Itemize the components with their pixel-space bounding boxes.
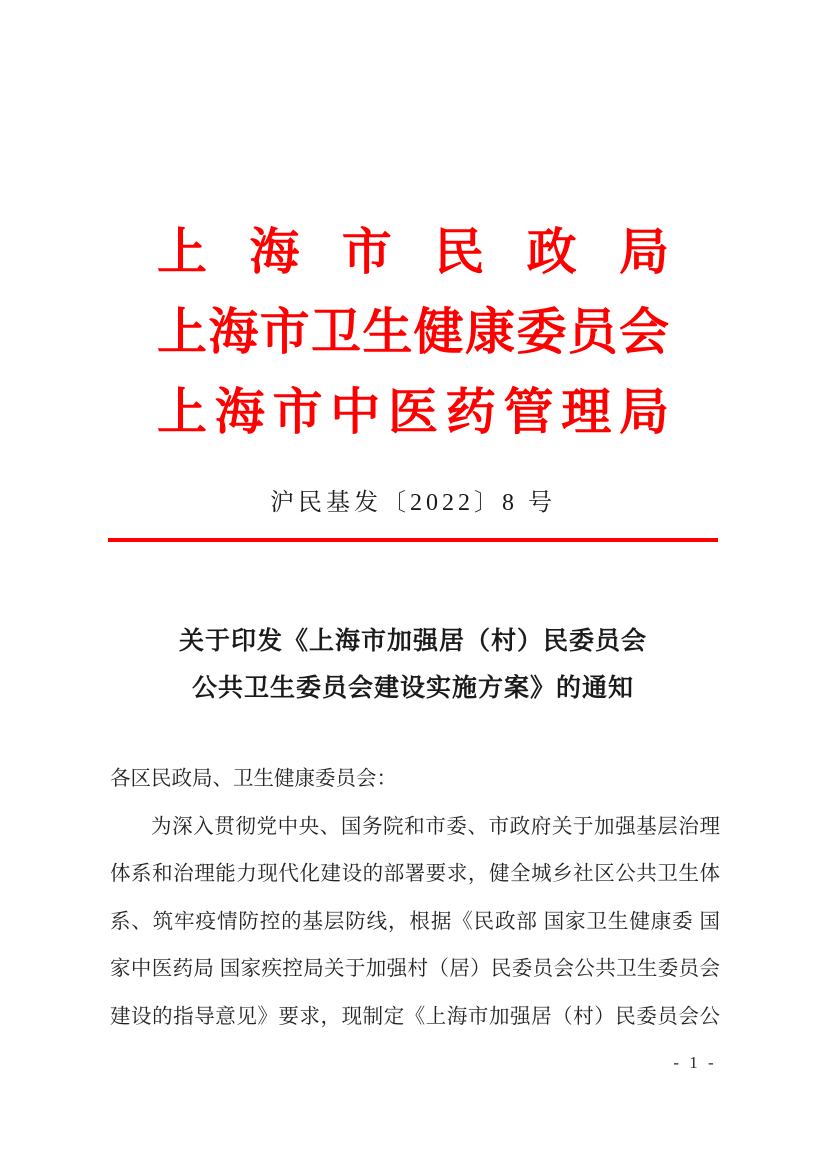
red-divider — [108, 538, 718, 542]
document-number: 沪民基发〔2022〕8 号 — [270, 490, 556, 516]
paragraph-line: 系、筑牢疫情防控的基层防线，根据《民政部 国家卫生健康委 国 — [110, 910, 720, 933]
letterhead — [157, 212, 669, 452]
page-number: - 1 - — [673, 1053, 717, 1072]
title-line-2: 公共卫生委员会建设实施方案》的通知 — [191, 675, 634, 702]
title-line-1: 关于印发《上海市加强居（村）民委员会 — [178, 628, 647, 655]
paragraph-line: 体系和治理能力现代化建设的部署要求，健全城乡社区公共卫生体 — [110, 863, 720, 885]
agency-name-civil-affairs: 上海市民政局 — [157, 224, 669, 280]
paragraph-line: 家中医药局 国家疾控局关于加强村（居）民委员会公共卫生委员会 — [110, 958, 720, 980]
agency-name-tcm-administration: 上海市中医药管理局 — [157, 384, 669, 440]
paragraph-line: 建设的指导意见》要求，现制定《上海市加强居（村）民委员会公 — [110, 1005, 720, 1028]
document-title — [0, 618, 826, 712]
agency-name-health-commission: 上海市卫生健康委员会 — [157, 304, 669, 360]
paragraph-line: 为深入贯彻党中央、国务院和市委、市政府关于加强基层治理 — [151, 815, 720, 838]
salutation: 各区民政局、卫生健康委员会： — [110, 768, 397, 790]
document-body — [110, 756, 720, 1041]
